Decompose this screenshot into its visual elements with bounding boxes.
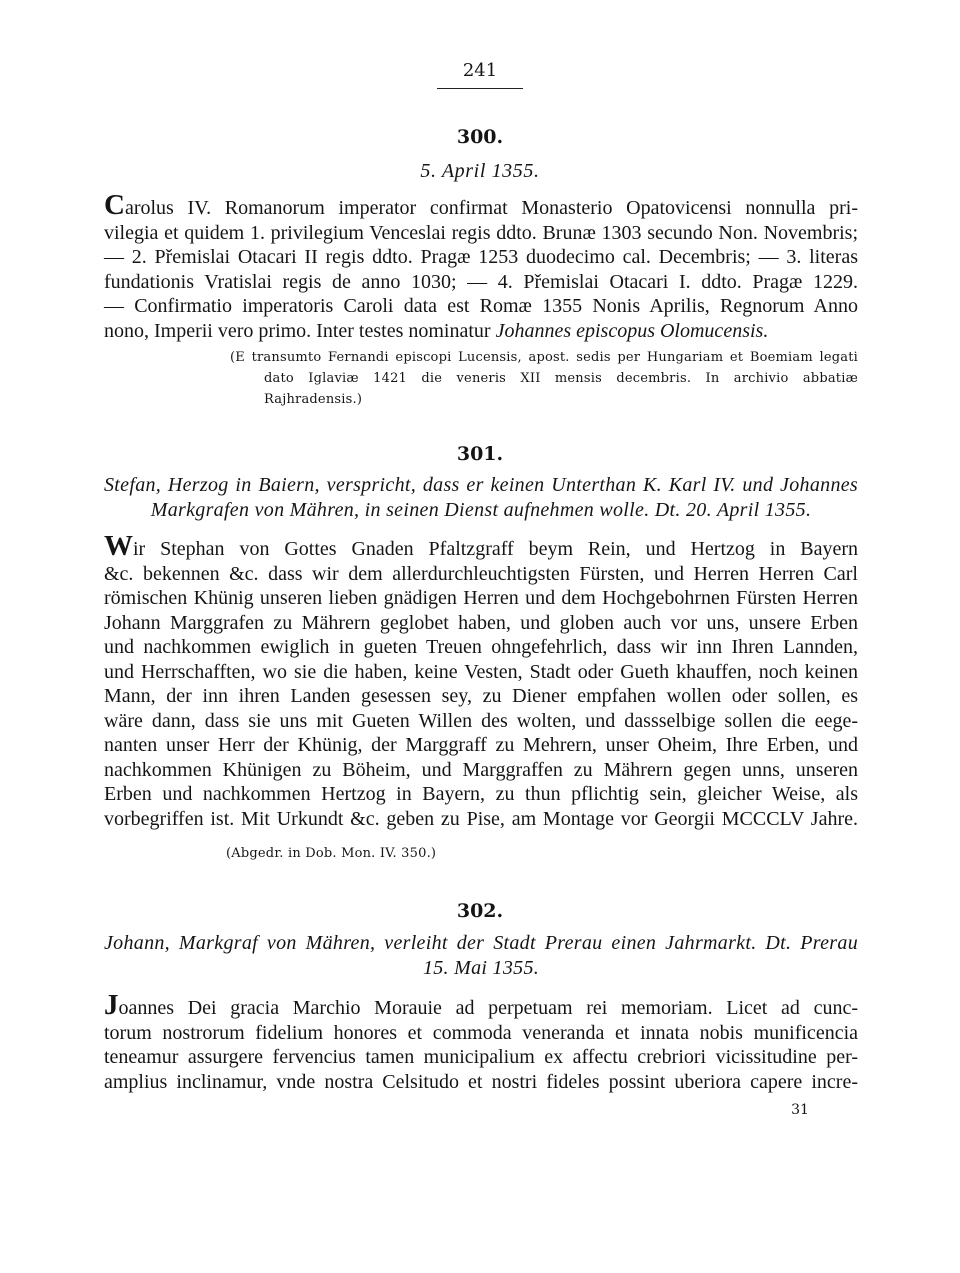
text-line: Johann Marggrafen zu Mährern geglobet haben, und globen auch vor uns, unsere Erben (104, 611, 858, 634)
text-line: Mann, der inn ihren Landen gesessen sey, zu Diener empfahen wollen oder sollen, es (104, 685, 858, 707)
text-line: Joannes Dei gracia Marchio Morauie ad perpetuam rei memoriam. Licet ad cunc- (104, 989, 858, 1021)
document-date-300: 5. April 1355. (420, 160, 540, 182)
text-line: nachkommen Khünigen zu Böheim, und Marggraffen zu Mährern gegen unns, unseren (104, 758, 858, 781)
regest-line: 15. Mai 1355. (422, 957, 540, 979)
regest-line: Stefan, Herzog in Baiern, verspricht, dass er keinen Unterthan K. Karl IV. und Johannes (104, 474, 858, 496)
text-line: &c. bekennen &c. dass wir dem allerdurchleuchtigsten Fürsten, und Herren Herren Carl (104, 562, 858, 585)
document-number-300: 300. (456, 126, 504, 148)
document-number-302: 302. (456, 900, 504, 922)
text-line: vorbegriffen ist. Mit Urkundt &c. geben zu Pise, am Montage vor Georgii MCCCLV Jahre. (104, 807, 858, 830)
source-note-300 (230, 347, 858, 410)
text-line: und nachkommen ewiglich in gueten Treuen ohngefehrlich, dass wir inn Ihren Lannden, (104, 636, 858, 658)
text-line: Carolus IV. Romanorum imperator confirmat Monasterio Opatovicensi nonnulla pri- (104, 189, 858, 221)
source-line: Rajhradensis.) (264, 392, 363, 407)
witness-name: Johannes episcopus Olomucensis. (495, 319, 769, 342)
text-line: und Herrschafften, wo sie die haben, keine Vesten, Stadt oder Gueth khauffen, noch keinen (104, 660, 858, 683)
text-line: teneamur assurgere fervencius tamen municipalium ex affectu crebriori vicissitudine per- (104, 1046, 858, 1068)
text-line: fundationis Vratislai regis de anno 1030; — 4. Přemislai Otacari I. ddto. Pragæ 1229. (104, 270, 858, 293)
text-line: nono, Imperii vero primo. Inter testes nominatur Johannes episcopus Olomucensis. (104, 319, 769, 342)
text-line: Wir Stephan von Gottes Gnaden Pfaltzgraff beym Rein, und Hertzog in Bayern (104, 530, 858, 562)
text-line: nanten unser Herr der Khünig, der Marggraff zu Mehrern, unser Oheim, Ihre Erben, und (104, 734, 858, 756)
regest-302 (104, 931, 858, 981)
page-number: 241 (462, 60, 498, 81)
text-line: Erben und nachkommen Hertzog in Bayern, zu thun pflichtig sein, gleicher Weise, als (104, 783, 858, 805)
text-line: römischen Khünig unseren lieben gnädigen Herren und dem Hochgebohrnen Fürsten Herren (104, 587, 858, 609)
document-text-301 (104, 530, 858, 831)
source-line: (E transumto Fernandi episcopi Lucensis, apost. sedis per Hungariam et Boemiam legati (230, 350, 858, 365)
source-note-301 (226, 843, 854, 864)
document-text-302 (104, 989, 858, 1094)
text-line: — Confirmatio imperatoris Caroli data est Romæ 1355 Nonis Aprilis, Regnorum Anno (104, 295, 858, 317)
text-line: amplius inclinamur, vnde nostra Celsitudo et nostri fideles possint uberiora capere incre- (104, 1070, 858, 1093)
text-line: torum nostrorum fidelium honores et commoda veneranda et innata nobis munificencia (104, 1021, 858, 1044)
source-line: dato Iglaviæ 1421 die veneris XII mensis decembris. In archivio abbatiæ (264, 371, 858, 386)
page-number-rule (437, 88, 523, 89)
regest-301 (104, 473, 858, 523)
initial-letter: C (104, 189, 125, 221)
regest-line: Markgrafen von Mähren, in seinen Dienst aufnehmen wolle. Dt. 20. April 1355. (150, 499, 812, 521)
regest-line: Johann, Markgraf von Mähren, verleiht der Stadt Prerau einen Jahrmarkt. Dt. Prerau (104, 932, 858, 954)
initial-letter: J (104, 989, 119, 1021)
document-number-301: 301. (456, 443, 504, 465)
signature-mark: 31 (791, 1102, 809, 1118)
document-text-300 (104, 189, 858, 343)
text-line: wäre dann, dass sie uns mit Gueten Willen des wolten, und dassselbige sollen die eege- (104, 709, 858, 732)
text-line: vilegia et quidem 1. privilegium Venceslai regis ddto. Brunæ 1303 secundo Non. Novembris; (104, 221, 858, 244)
text-line: — 2. Přemislai Otacari II regis ddto. Pragæ 1253 duodecimo cal. Decembris; — 3. literas (104, 246, 858, 268)
initial-letter: W (104, 530, 133, 562)
source-line: (Abgedr. in Dob. Mon. IV. 350.) (226, 846, 437, 861)
